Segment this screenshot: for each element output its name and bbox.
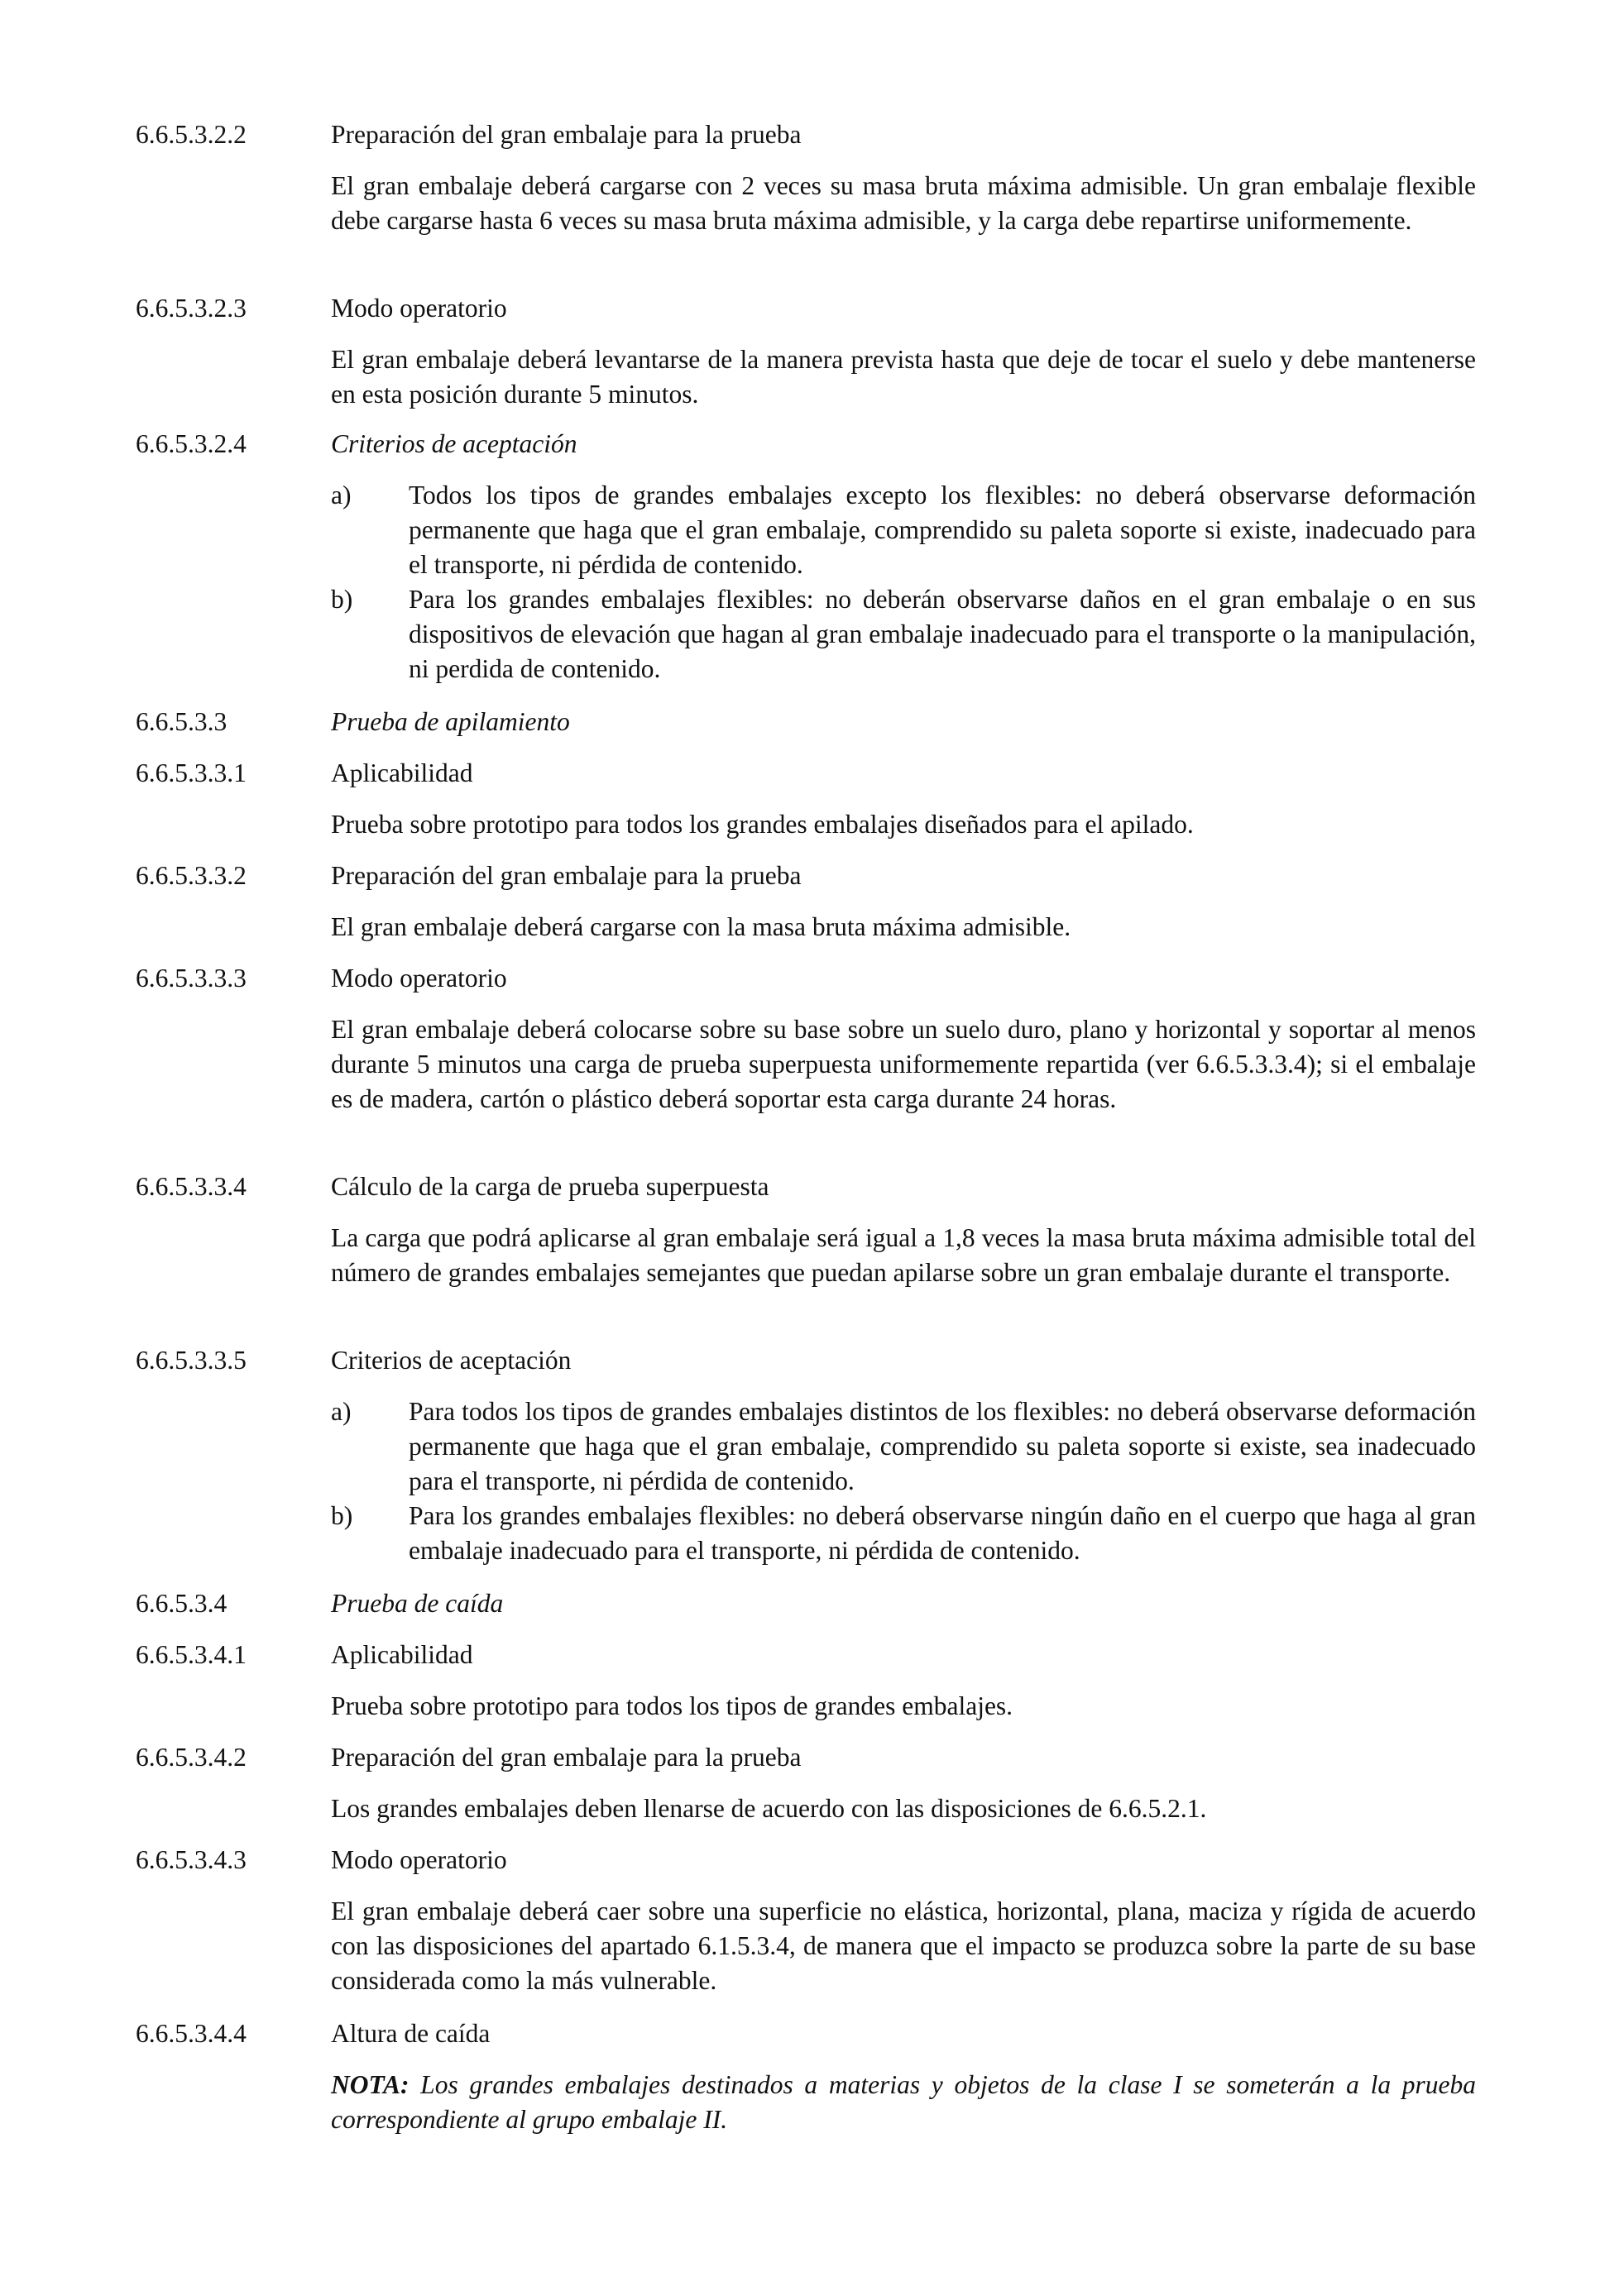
list-item-label: b) (331, 1501, 353, 1530)
paragraph: El gran embalaje deberá colocarse sobre su base sobre un suelo duro, plano y horizontal y soportar al menos durante 5 minutos una carga de prueba superpuesta uniformemente repartida (ver 6.6.5.3.3.4); si el embalaje es de madera, cartón o plástico deberá soportar esta carga durante 24 horas. (331, 1015, 1476, 1113)
list-item-text: Para todos los tipos de grandes embalajes distintos de los flexibles: no deberá observarse deformación permanente que haga que el gran embalaje, comprendido su paleta soporte si existe, sea inadecuado para el transporte, ni pérdida de contenido. (409, 1397, 1476, 1495)
paragraph: El gran embalaje deberá cargarse con la masa bruta máxima admisible. (331, 912, 1071, 941)
paragraph: Prueba sobre prototipo para todos los tipos de grandes embalajes. (331, 1691, 1013, 1720)
list-item-label: a) (331, 1397, 352, 1426)
section-title: Aplicabilidad (331, 1640, 473, 1669)
section-title: Altura de caída (331, 2019, 491, 2048)
section-number: 6.6.5.3.3.1 (136, 758, 247, 787)
list-item-text: Para los grandes embalajes flexibles: no deberá observarse ningún daño en el cuerpo que haga al gran embalaje inadecuado para el transporte, ni pérdida de contenido. (409, 1501, 1476, 1565)
section-title: Preparación del gran embalaje para la prueba (331, 120, 802, 149)
section-title: Modo operatorio (331, 294, 507, 323)
list-item-text: Todos los tipos de grandes embalajes excepto los flexibles: no deberá observarse deformación permanente que haga que el gran embalaje, comprendido su paleta soporte si existe, inadecuado para el transporte, ni pérdida de contenido. (409, 481, 1476, 579)
section-title: Criterios de aceptación (331, 429, 577, 458)
note-text: Los grandes embalajes destinados a materias y objetos de la clase I se someterán a la prueba correspondiente al grupo embalaje II. (331, 2070, 1476, 2134)
section-title: Modo operatorio (331, 1845, 507, 1874)
section-title: Modo operatorio (331, 964, 507, 993)
section-number: 6.6.5.3.4.3 (136, 1845, 247, 1874)
section-title: Preparación del gran embalaje para la prueba (331, 1743, 802, 1772)
section-title: Preparación del gran embalaje para la prueba (331, 861, 802, 890)
section-number: 6.6.5.3.3.3 (136, 964, 247, 993)
section-number: 6.6.5.3.3.2 (136, 861, 247, 890)
section-number: 6.6.5.3.2.3 (136, 294, 247, 323)
section-number: 6.6.5.3.3.4 (136, 1172, 247, 1201)
section-title: Cálculo de la carga de prueba superpuesta (331, 1172, 769, 1201)
section-title: Prueba de caída (331, 1589, 504, 1618)
section-number: 6.6.5.3.2.2 (136, 120, 247, 149)
section-number: 6.6.5.3.4.2 (136, 1743, 247, 1772)
list-item-label: a) (331, 481, 352, 509)
section-number: 6.6.5.3.3 (136, 707, 228, 736)
paragraph: Los grandes embalajes deben llenarse de acuerdo con las disposiciones de 6.6.5.2.1. (331, 1794, 1207, 1823)
section-number: 6.6.5.3.4 (136, 1589, 228, 1618)
section-number: 6.6.5.3.3.5 (136, 1346, 247, 1375)
note-paragraph (331, 2068, 1476, 2137)
paragraph: El gran embalaje deberá cargarse con 2 veces su masa bruta máxima admisible. Un gran embalaje flexible debe cargarse hasta 6 veces su masa bruta máxima admisible, y la carga debe repartirse uniformemente. (331, 171, 1476, 235)
note-label: NOTA: (331, 2070, 410, 2099)
paragraph: Prueba sobre prototipo para todos los grandes embalajes diseñados para el apilado. (331, 810, 1194, 839)
paragraph: El gran embalaje deberá levantarse de la manera prevista hasta que deje de tocar el suelo y debe mantenerse en esta posición durante 5 minutos. (331, 345, 1476, 409)
section-number: 6.6.5.3.2.4 (136, 429, 247, 458)
section-title: Prueba de apilamiento (331, 707, 570, 736)
section-title: Criterios de aceptación (331, 1346, 572, 1375)
list-item-label: b) (331, 585, 353, 614)
paragraph: La carga que podrá aplicarse al gran embalaje será igual a 1,8 veces la masa bruta máxima admisible total del número de grandes embalajes semejantes que puedan apilarse sobre un gran embalaje durante el transporte. (331, 1223, 1476, 1287)
section-number: 6.6.5.3.4.4 (136, 2019, 247, 2048)
list-item-text: Para los grandes embalajes flexibles: no deberán observarse daños en el gran embalaje o en sus dispositivos de elevación que hagan al gran embalaje inadecuado para el transporte o la manipulación, ni perdida de contenido. (409, 585, 1476, 683)
paragraph: El gran embalaje deberá caer sobre una superficie no elástica, horizontal, plana, maciza y rígida de acuerdo con las disposiciones del apartado 6.1.5.3.4, de manera que el impacto se produzca sobre la parte de su base considerada como la más vulnerable. (331, 1897, 1476, 1995)
section-title: Aplicabilidad (331, 758, 473, 787)
section-number: 6.6.5.3.4.1 (136, 1640, 247, 1669)
